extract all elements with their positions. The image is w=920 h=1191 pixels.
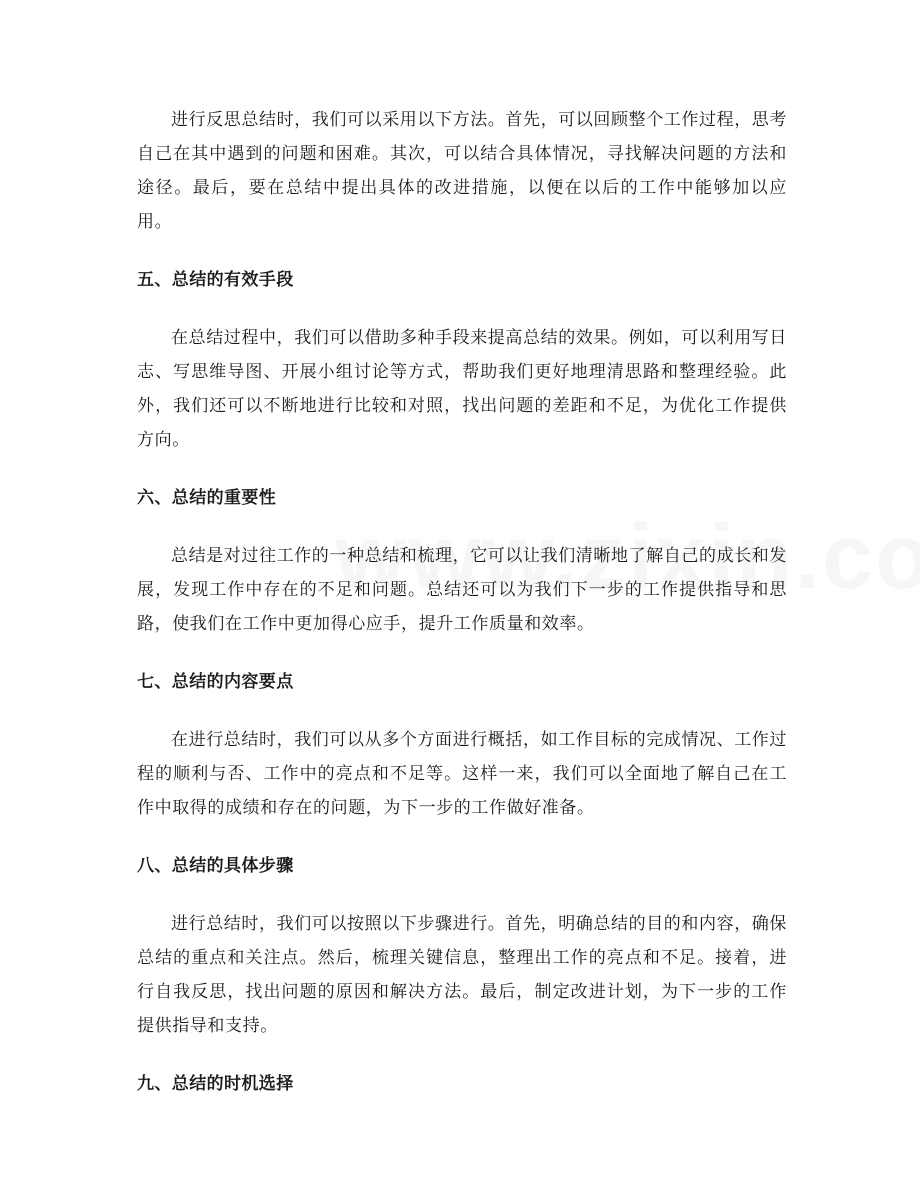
section-paragraph-8: 进行总结时，我们可以按照以下步骤进行。首先，明确总结的目的和内容，确保总结的重点和关注点。然后，梳理关键信息，整理出工作的亮点和不足。接着，进行自我反思，找出问题的原因和解决方法。最后，制定改进计划，为下一步的工作提供指导和支持。 [137, 914, 787, 1036]
section-heading-5: 五、总结的有效手段 [137, 270, 294, 290]
section-paragraph-7: 在进行总结时，我们可以从多个方面进行概括，如工作目标的完成情况、工作过程的顺利与否、工作中的亮点和不足等。这样一来，我们可以全面地了解自己在工作中取得的成绩和存在的问题，为下一步的工作做好准备。 [137, 730, 787, 818]
section-heading-6: 六、总结的重要性 [137, 488, 277, 508]
section-heading-9: 九、总结的时机选择 [137, 1074, 294, 1094]
section-heading-8: 八、总结的具体步骤 [137, 856, 294, 876]
section-paragraph-6: 总结是对过往工作的一种总结和梳理，它可以让我们清晰地了解自己的成长和发展，发现工作中存在的不足和问题。总结还可以为我们下一步的工作提供指导和思路，使我们在工作中更加得心应手，提升工作质量和效率。 [137, 546, 787, 634]
section-heading-7: 七、总结的内容要点 [137, 672, 294, 692]
document-body [137, 103, 787, 1125]
intro-paragraph: 进行反思总结时，我们可以采用以下方法。首先，可以回顾整个工作过程，思考自己在其中遇到的问题和困难。其次，可以结合具体情况，寻找解决问题的方法和途径。最后，要在总结中提出具体的改进措施，以便在以后的工作中能够加以应用。 [137, 110, 787, 232]
section-paragraph-5: 在总结过程中，我们可以借助多种手段来提高总结的效果。例如，可以利用写日志、写思维导图、开展小组讨论等方式，帮助我们更好地理清思路和整理经验。此外，我们还可以不断地进行比较和对照，找出问题的差距和不足，为优化工作提供方向。 [137, 328, 787, 450]
